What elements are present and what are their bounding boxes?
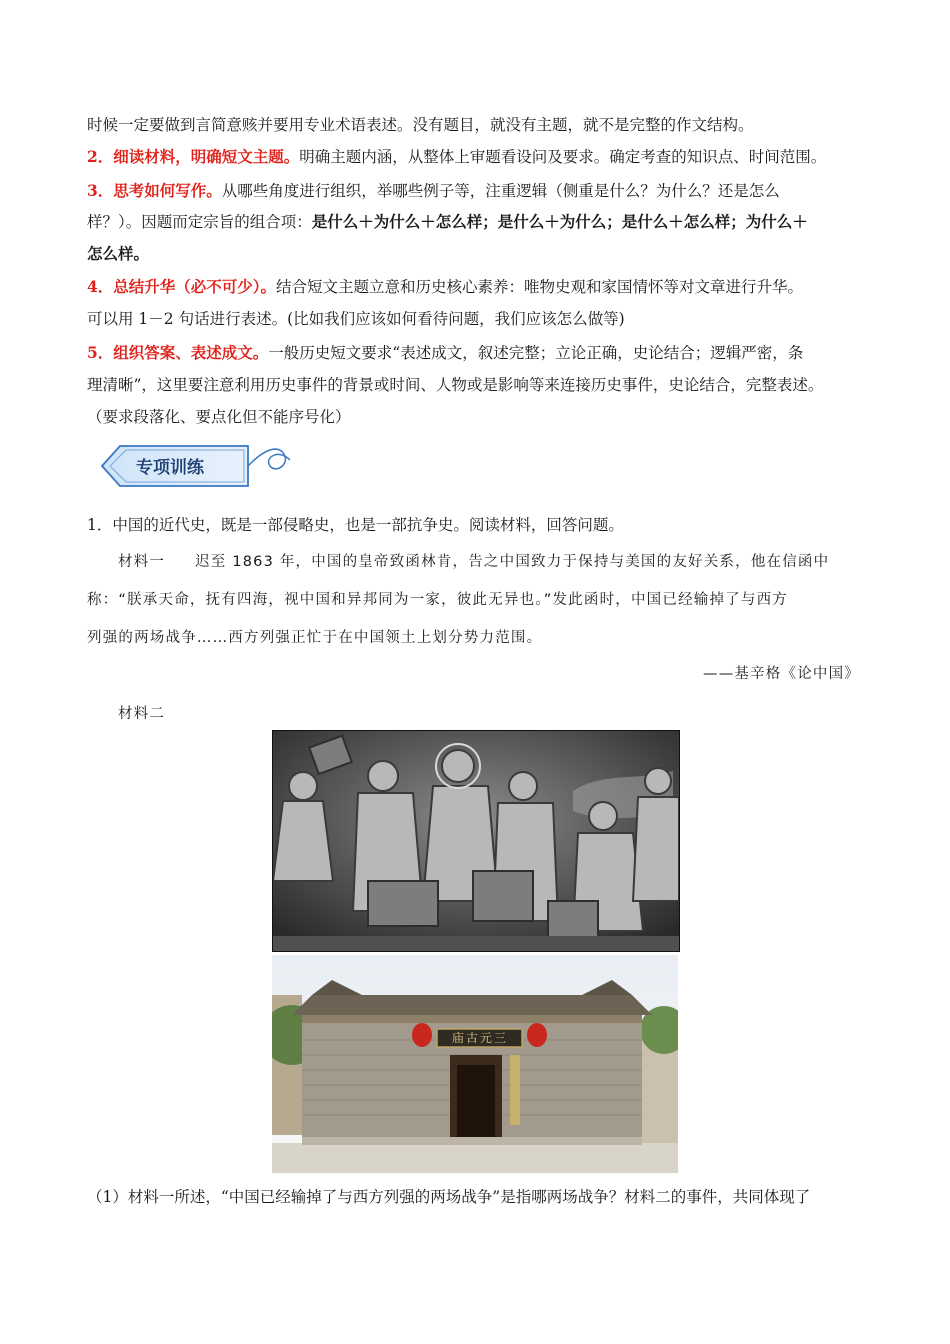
step-heading: 5．组织答案、表述成文。: [87, 343, 269, 362]
step-heading: 4．总结升华（必不可少）。: [87, 277, 277, 296]
paragraph-line: 理清晰”，这里要注意利用历史事件的背景或时间、人物或是影响等来连接历史事件，史论结合，完整表述。: [87, 376, 824, 394]
step-body: 明确主题内涵，从整体上审题看设问及要求。确定考查的知识点、时间范围。: [299, 148, 827, 166]
paragraph-line: 时候一定要做到言简意赅并要用专业术语表述。没有题目，就没有主题，就不是完整的作文结构。: [87, 116, 754, 134]
paragraph-step-2: [87, 146, 867, 168]
material-two-label: 材料二: [118, 706, 166, 722]
paragraph-step-3: [87, 180, 867, 202]
step-body: 一般历史短文要求“表述成文，叙述完整；立论正确，史论结合；逻辑严密，条: [268, 344, 804, 362]
temple-plaque-text: 三元古庙: [451, 1031, 508, 1045]
relief-sculpture-image: [272, 730, 680, 952]
material-one-line: 称：“朕承天命，抚有四海，视中国和异邦同为一家，彼此无异也。”发此函时，中国已经输掉了与西方: [87, 592, 788, 608]
step-body: 样？）。因题而定宗旨的组合项：: [87, 213, 312, 231]
material-one-label: 材料一: [118, 554, 166, 570]
paragraph-step-4: [87, 276, 867, 298]
material-one-source: ——基辛格《论中国》: [703, 666, 860, 682]
question-stem: 1．中国的近代史，既是一部侵略史，也是一部抗争史。阅读材料，回答问题。: [87, 516, 624, 534]
step-heading: 3．思考如何写作。: [87, 181, 222, 200]
material-one-line: 列强的两场战争……西方列强正忙于在中国领土上划分势力范围。: [87, 630, 543, 646]
sub-question-1: （1）材料一所述，“中国已经输掉了与西方列强的两场战争”是指哪两场战争？材料二的事件，共同体现了: [87, 1188, 811, 1206]
step-body-bold: 是什么＋为什么＋怎么样；是什么＋为什么；是什么＋怎么样；为什么＋: [311, 212, 808, 231]
paragraph-step-5: [87, 342, 867, 364]
temple-photo-image: [272, 955, 678, 1173]
material-one-text: 迟至 1863 年，中国的皇帝致函林肯，告之中国致力于保持与美国的友好关系，他在信函中: [195, 554, 830, 570]
step-heading: 2．细读材料，明确短文主题。: [87, 147, 300, 166]
paragraph-line: 可以用 1－2 句话进行表述。(比如我们应该如何看待问题，我们应该怎么做等): [87, 310, 625, 328]
section-badge: [98, 440, 298, 492]
step-body: 从哪些角度进行组织，举哪些例子等，注重逻辑（侧重是什么？为什么？还是怎么: [221, 182, 780, 200]
material-one-line: [118, 551, 898, 573]
step-body: 结合短文主题立意和历史核心素养：唯物史观和家国情怀等对文章进行升华。: [276, 278, 804, 296]
badge-label: 专项训练: [136, 458, 204, 478]
paragraph-line: 怎么样。: [87, 244, 150, 263]
paragraph-line: [87, 211, 867, 233]
paragraph-line: （要求段落化、要点化但不能序号化）: [87, 408, 351, 426]
